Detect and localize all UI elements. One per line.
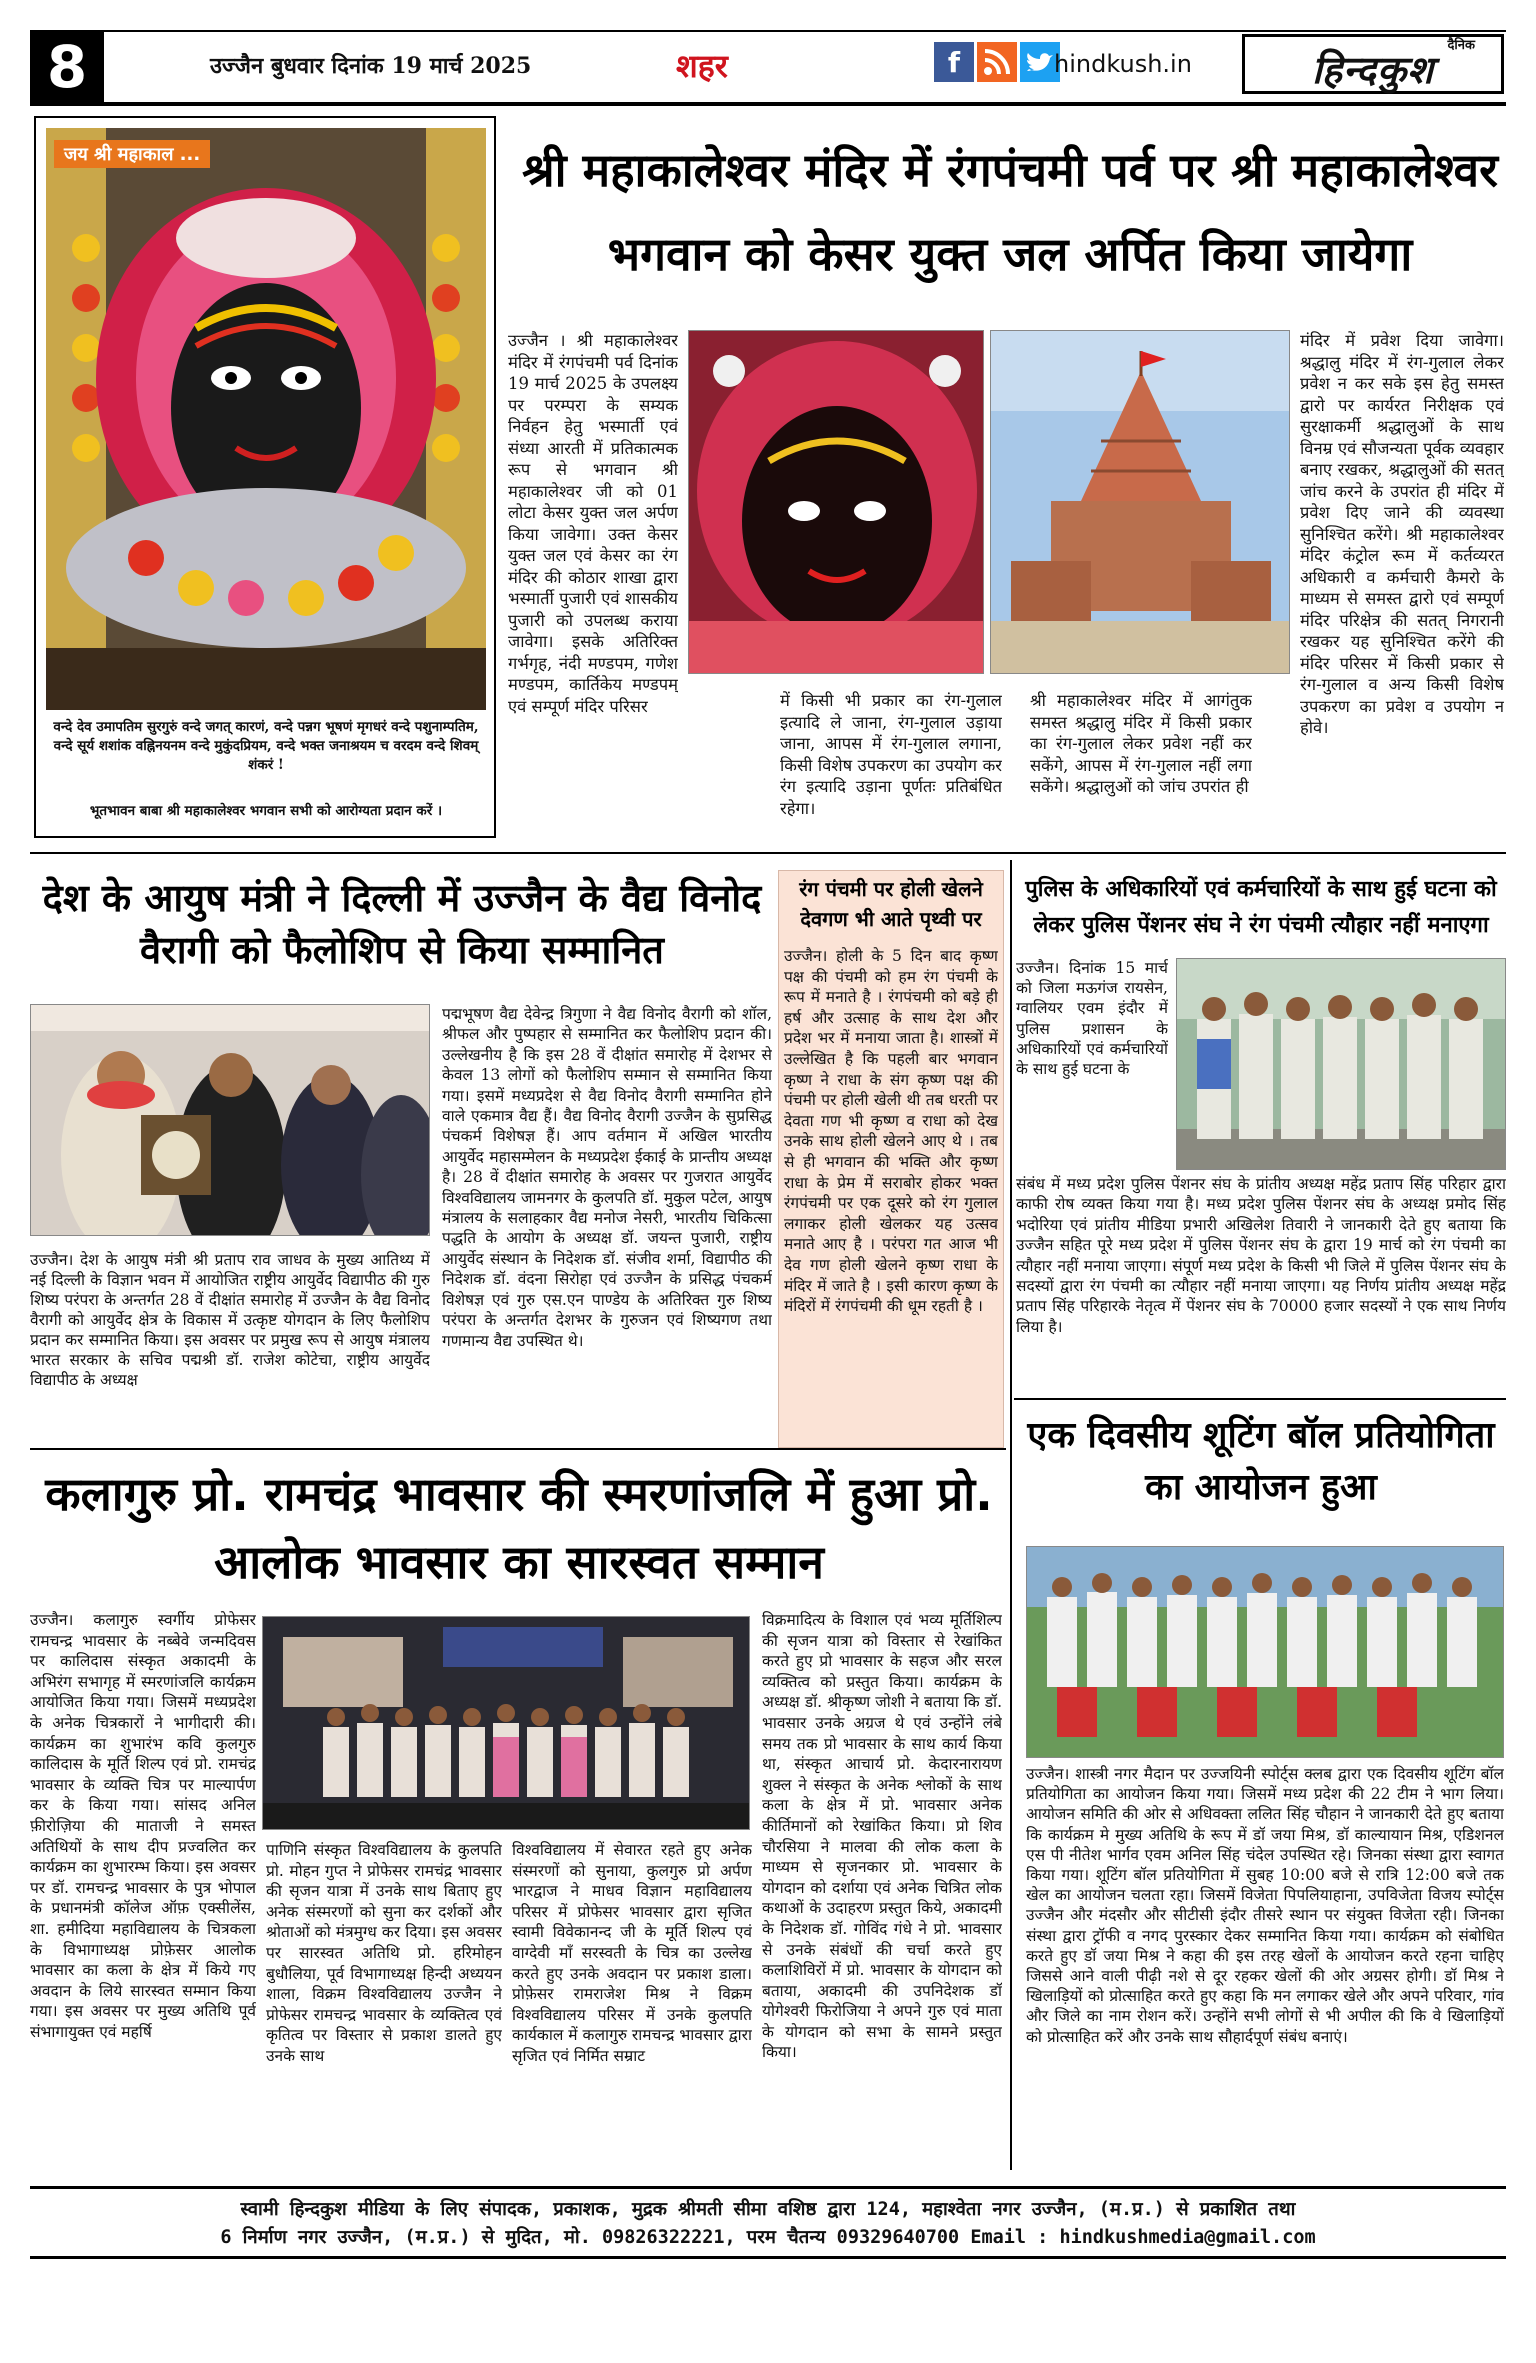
footer-rule-bottom	[30, 2256, 1506, 2259]
website[interactable]: hindkush.in	[1054, 50, 1192, 78]
footer-rule	[30, 2186, 1506, 2189]
ayush-photo	[30, 1004, 430, 1236]
shooting-photo	[1026, 1546, 1504, 1758]
kalaguru-col-2: पाणिनि संस्कृत विश्वविद्यालय के कुलपति प्रो. मोहन गुप्त ने प्रोफेसर रामचंद्र भावसार की सृजन यात्रा में उनके साथ बिताए हुए अनेक संस्मरणों को सुना कर दर्शकों और श्रोताओं को मंत्रमुग्ध कर दिया। इस अवसर पर सारस्वत अतिथि प्रो. हरिमोहन बुधौलिया, पूर्व विभागाध्यक्ष हिन्दी अध्ययन शाला, विक्रम विश्वविद्यालय उज्जैन ने प्रोफेसर रामचन्द्र भावसार के व्यक्तित्व एवं कृतित्व पर विस्तार से प्रकाश डालते हुए उनके साथ	[266, 1841, 502, 2065]
shooting-body: उज्जैन। शास्त्री नगर मैदान पर उज्जयिनी स्पोर्ट्स क्लब द्वारा एक दिवसीय शूटिंग बॉल प्रतियोगिता का आयोजन किया गया। जिसमें मध्य प्रदेश की 22 टीम ने भाग लिया। आयोजन समिति की ओर से अधिवक्ता ललित सिंह चौहान ने जानकारी देते हुए बताया कि कार्यक्रम मे मुख्य अतिथि के रूप में डॉ जया मिश्र, डॉ काल्यायान मिश्र, एडिशनल एस पी नीतेश भार्गव एवम अनिल सिंह चंदेल उपस्थित रहे। जिनका संस्था द्वारा स्वागत किया गया। शूटिंग बॉल प्रतियोगिता में सुबह 10:00 बजे से रात्रि 12:00 बजे तक खेल का आयोजन चलता रहा। जिसमें विजेता पिपलियाहाना, उपविजेता विजय स्पोर्ट्स उज्जैन और मंदसौर और सीटीसी इंदौर तीसरे स्थान पर संयुक्त विजेता रही। जिनका संस्था द्वारा ट्रॉफी व नगद पुरस्कार देकर सम्मानित किया गया। कार्यक्रम को संबोधित करते हुए डॉ जया मिश्र ने कहा की इस तरह खेलों के आयोजन करते रहना चाहिए जिससे आने वाली पीढ़ी नशे से दूर रहकर खेलों की ओर अग्रसर होगी। डॉ मिश्र ने खिलाड़ियों को प्रोत्साहित करते हुए कहा कि मन लगाकर खेले और अपने परिवार, गांव और जिले का नाम रोशन करें। उन्होंने सभी लोगों से भी अपील की कि वे खिलाड़ियों को प्रोत्साहित करें और उनके साथ सौहार्दपूर्ण संबंध बनाएं।	[1026, 1765, 1504, 2046]
paper-tag: दैनिक	[1447, 38, 1475, 53]
lead-col-2: में किसी भी प्रकार का रंग-गुलाल इत्यादि ले जाना, रंग-गुलाल उड़ाया जाना, आपस में रंग-गुलाल लगाना, किसी विशेष उपकरण का उपयोग कर रंग इत्यादि उड़ाना पूर्णतः प्रतिबंधित रहेगा।	[780, 691, 1002, 818]
kalaguru-col-4: विक्रमादित्य के विशाल एवं भव्य मूर्तिशिल्प की सृजन यात्रा को विस्तार से रेखांकित करते हुए प्रो भावसार के सहज और सरल व्यक्तित्व को प्रस्तुत किया। कार्यक्रम के अध्यक्ष डॉ. श्रीकृष्ण जोशी ने बताया कि डॉ. भावसार उनके अग्रज थे एवं उन्होंने लंबे समय तक प्रो भावसार के साथ कार्य किया था, संस्कृत आचार्य प्रो. केदारनारायण शुक्ल ने संस्कृत के अनेक श्लोकों के साथ कला के क्षेत्र में प्रो. भावसार अनेक कीर्तिमानों को रेखांकित किया। प्रो शिव चौरसिया ने मालवा की लोक कला के माध्यम से सृजनकार प्रो. भावसार के योगदान को दर्शाया एवं अनेक चित्रित लोक कथाओं के उदाहरण प्रस्तुत किये, अकादमी के निदेशक डॉ. गोविंद गंधे ने प्रो. भावसार से उनके संबंधों की चर्चा करते हुए कलाशिविरों में प्रो. भावसार के योगदान को बताया, अकादमी की उपनिदेशक डॉ योगेश्वरी फिरोजिया ने अपने गुरु एवं माता के योगदान को सभा के सामने प्रस्तुत किया।	[762, 1611, 1002, 2062]
lead-photo-shiva	[688, 330, 984, 674]
kalaguru-photo	[262, 1616, 750, 1830]
lead-col-3: श्री महाकालेश्वर मंदिर में आगंतुक समस्त श्रद्धालु मंदिर में किसी प्रकार का रंग-गुलाल लेकर प्रवेश नहीं कर सकेंगे, आपस में रंग-गुलाल नहीं लगा सकेंगे। श्रद्धालुओं को जांच उपरांत ही	[1030, 691, 1252, 796]
ayush-col-2: पद्मभूषण वैद्य देवेन्द्र त्रिगुणा ने वैद्य विनोद वैरागी को शॉल, श्रीफल और पुष्पहार से सम्मानित कर फैलोशिप प्रदान की। उल्लेखनीय है कि इस 28 वें दीक्षांत समारोह में देशभर से केवल 13 लोगों को फैलोशिप सम्मान से सम्मानित किया गया। इसमें मध्यप्रदेश से वैद्य विनोद वैरागी सम्मानित होने वाले एकमात्र वैद्य हैं। वैद्य विनोद वैरागी उज्जैन के सुप्रसिद्ध पंचकर्म विशेषज्ञ हैं। आप वर्तमान में अखिल भारतीय आयुर्वेद महासम्मेलन के मध्यप्रदेश ईकाई के प्रान्तीय अध्यक्ष है। 28 वें दीक्षांत समारोह के अवसर पर गुजरात आयुर्वेद विश्वविद्यालय जामनगर के कुलपति डॉ. मुकुल पटेल, आयुष मंत्रालय के सलाहकार वैद्य मनोज नेसरी, भारतीय चिकित्सा पद्धति के आयोग के अध्यक्ष डॉ. जयन्त पुजारी, राष्ट्रीय आयुर्वेद संस्थान के निदेशक डॉ. संजीव शर्मा, विद्यापीठ की निदेशक डॉ. वंदना सिरोहा एवं उज्जैन के प्रसिद्ध पंचकर्म विशेषज्ञ एवं गुरु एस.एन पाण्डेय के अतिरिक्त गुरु शिष्य परंपरा के अन्तर्गत देशभर के गुरुजन एवं शिष्यगण तथा गणमान्य वैद्य उपस्थित थे।	[442, 1005, 772, 1350]
lead-col-4: मंदिर में प्रवेश दिया जावेगा। श्रद्धालु मंदिर में रंग-गुलाल लेकर प्रवेश न कर सके इस हेतु समस्त द्वारो पर कार्यरत निरीक्षक एवं सुरक्षाकर्मी श्रद्धालुओं के साथ विनम्र एवं सौजन्यता पूर्वक व्यवहार बनाए रखकर, श्रद्धालुओं की सतत् जांच करने के उपरांत ही मंदिर में प्रवेश दिए जाने की व्यवस्था सुनिश्चित करेंगे। श्री महाकालेश्वर मंदिर कंट्रोल रूम में कर्तव्यरत अधिकारी व कर्मचारी कैमरो के माध्यम से समस्त द्वारो एवं सम्पूर्ण मंदिर परिक्षेत्र की सतत् निगरानी रखकर यह सुनिश्चित करेंगे की मंदिर परिसर में किसी प्रकार से रंग-गुलाल व अन्य किसी विशेष उपकरण का प्रवेश व उपयोग न होवे।	[1300, 331, 1504, 737]
facebook-icon[interactable]: f	[934, 42, 974, 82]
kalaguru-col-3: विश्वविद्यालय में सेवारत रहते हुए अनेक संस्मरणों को सुनाया, कुलगुरु प्रो अर्पण भारद्वाज ने माधव विज्ञान महाविद्यालय परिसर में प्रोफेसर भावसार द्वारा सृजित स्वामी विवेकानन्द जी के मूर्ति शिल्प एवं वाग्देवी माँ सरस्वती के चित्र का उल्लेख करते हुए उनके अवदान पर प्रकाश डाला। प्रोफ़ेसर रामराजेश मिश्र ने विक्रम विश्वविद्यालय परिसर में उनके कुलपति कार्यकाल में कलागुरु रामचन्द्र भावसार द्वारा सृजित एवं निर्मित सम्राट	[512, 1841, 752, 2065]
lead-photo-temple	[990, 330, 1290, 674]
ayush-headline: देश के आयुष मंत्री ने दिल्ली में उज्जैन के वैद्य विनोद वैरागी को फैलोशिप से किया सम्मानित	[42, 876, 762, 972]
lead-photo-caption: वन्दे देव उमापतिम सुरगुरुं वन्दे जगत् कारणं, वन्दे पन्नग भूषणं मृगधरं वन्दे पशुनाम्पतिम, वन्दे सूर्य शशांक वह्निनयनम वन्दे मुकुंदप्रियम, वन्दे भक्त जनाश्रयम च वरदम वन्दे शिवम् शंकरं !	[53, 719, 479, 773]
masthead-rule	[30, 102, 1506, 106]
section-label: शहर	[676, 47, 728, 85]
holi-body: उज्जैन। होली के 5 दिन बाद कृष्ण पक्ष की पंचमी को हम रंग पंचमी के रूप में मनाते है । रंगपंचमी को बड़े ही हर्ष और उत्साह के साथ देश और प्रदेश भर में मनाया जाता है। शास्त्रों में उल्लेखित है कि पहली बार भगवान कृष्ण ने राधा के संग कृष्ण पक्ष की पंचमी पर होली खेली थी तब धरती पर देवता गण भी कृष्ण व राधा को देख उनके साथ होली खेलने आए थे । तब से ही भगवान की भक्ति और कृष्ण राधा के प्रेम में सराबोर होकर भक्त रंगपंचमी पर एक दूसरे को रंग गुलाल लगाकर होली खेलकर यह उत्सव मनाते आए है । परंपरा गत आज भी देव गण होली खेलने कृष्ण राधा के मंदिर में जाते है । इसी कारण कृष्ण के मंदिरों में रंगपंचमी की धूम रहती है ।	[784, 947, 998, 1316]
holi-headline: रंग पंचमी पर होली खेलने देवगण भी आते पृथ्वी पर	[799, 877, 983, 931]
social-icons	[934, 42, 1060, 82]
ayush-col-1: उज्जैन। देश के आयुष मंत्री श्री प्रताप राव जाधव के मुख्य आतिथ्य में नई दिल्ली के विज्ञान भवन में आयोजित राष्ट्रीय आयुर्वेद विद्यापीठ की गुरु शिष्य परंपरा के अन्तर्गत 28 वें दीक्षांत समारोह में उज्जैन के वैद्य विनोद वैरागी को आयुर्वेद क्षेत्र के विकास में उत्कृष्ट योगदान के लिए फैलोशिप प्रदान कर सम्मानित किया। इस अवसर पर प्रमुख रूप से आयुष मंत्रालय भारत सरकार के सचिव पद्मश्री डॉ. राजेश कोटेचा, राष्ट्रीय आयुर्वेद विद्यापीठ के अध्यक्ष	[30, 1251, 430, 1389]
lead-headline: श्री महाकालेश्वर मंदिर में रंगपंचमी पर्व पर श्री महाकालेश्वर भगवान को केसर युक्त जल अर्पित किया जायेगा	[522, 143, 1498, 281]
police-headline: पुलिस के अधिकारियों एवं कर्मचारियों के साथ हुई घटना को लेकर पुलिस पेंशनर संघ ने रंग पंचमी त्यौहार नहीं मनाएगा	[1025, 877, 1497, 938]
footer-line-1: स्वामी हिन्दकुश मीडिया के लिए संपादक, प्रकाशक, मुद्रक श्रीमती सीमा वशिष्ठ द्वारा 124, महाश्वेता नगर उज्जैन, (म.प्र.) से प्रकाशित तथा	[240, 2199, 1296, 2220]
top-rule	[30, 30, 1506, 32]
photo-tag: जय श्री महाकाल ...	[54, 140, 210, 168]
rule-1	[30, 852, 1506, 854]
page-number: 8	[46, 33, 88, 101]
police-col-long: संबंध में मध्य प्रदेश पुलिस पेंशनर संघ के प्रांतीय अध्यक्ष महेंद्र प्रताप सिंह परिहार द्वारा काफी रोष व्यक्त किया गया है। मध्य प्रदेश पुलिस पेंशनर संघ के अध्यक्ष प्रमोद सिंह भदोरिया एवं प्रांतीय मीडिया प्रभारी अखिलेश तिवारी ने जानकारी देते हुए बताया कि उज्जैन सहित पूरे मध्य प्रदेश में पुलिस पेंशनर संघ के द्वारा 19 मार्च को रंग पंचमी का त्यौहार नहीं मनाया जाएगा। संपूर्ण मध्य प्रदेश के किसी भी जिले में पुलिस पेंशनर संघ के सदस्यों द्वारा रंग पंचमी का त्यौहार नहीं मनाया जाएगा। यह निर्णय प्रांतीय अध्यक्ष महेंद्र प्रताप सिंह परिहारके नेतृत्व में पेंशनर संघ के 70000 हजार सदस्यों ने एक साथ निर्णय लिया है।	[1016, 1175, 1506, 1336]
lead-photo-caption-2: भूतभावन बाबा श्री महाकालेश्वर भगवान सभी को आरोग्यता प्रदान करें ।	[89, 803, 443, 819]
dateline: उज्जैन बुधवार दिनांक 19 मार्च 2025	[210, 53, 532, 79]
col-divider	[1010, 860, 1012, 2170]
kalaguru-headline: कलागुरु प्रो. रामचंद्र भावसार की स्मरणांजलि में हुआ प्रो. आलोक भावसार का सारस्वत सम्मान	[45, 1467, 993, 1589]
lead-col-1: उज्जैन । श्री महाकालेश्वर मंदिर में रंगपंचमी पर्व दिनांक 19 मार्च 2025 के उपलक्ष्य पर परम्परा के सम्यक निर्वहन हेतु भस्मार्ती एवं संध्या आरती में प्रतिकात्मक रूप से भगवान श्री महाकालेश्वर जी को 01 लोटा केसर युक्त जल अर्पण किया जावेगा। उक्त केसर युक्त जल एवं केसर का रंग मंदिर की कोठार शाखा द्वारा भस्मार्ती पुजारी एवं शासकीय पुजारी को उपलब्ध कराया जावेगा। इसके अतिरिक्त गर्भगृह, नंदी मण्डपम, गणेश मण्डपम, कार्तिकेय मण्डपम् एवं सम्पूर्ण मंदिर परिसर	[508, 331, 678, 716]
masthead-logo	[1242, 34, 1504, 94]
police-col-short: उज्जैन। दिनांक 15 मार्च को जिला मऊगंज रायसेन, ग्वालियर एवम इंदौर में पुलिस प्रशासन के अधिकारियों एवं कर्मचारियों के साथ हुई घटना के	[1016, 959, 1168, 1079]
footer-line-2: 6 निर्माण नगर उज्जैन, (म.प्र.) से मुदित, मो. 09826322221, परम चैतन्य 09329640700 Email : hindkushmedia@gmail.com	[220, 2227, 1316, 2248]
shooting-headline: एक दिवसीय शूटिंग बॉल प्रतियोगिता का आयोजन हुआ	[1027, 1415, 1495, 1508]
rule-2	[30, 1448, 1006, 1450]
page-number-box	[30, 32, 104, 102]
kalaguru-col-1: उज्जैन। कलागुरु स्वर्गीय प्रोफेसर रामचन्द्र भावसार के नब्बेवे जन्मदिवस पर कालिदास संस्कृत अकादमी के अभिरंग सभागृह में स्मरणांजलि कार्यक्रम आयोजित किया गया। जिसमें मध्यप्रदेश के अनेक चित्रकारों ने भागीदारी की। कार्यक्रम का शुभारंभ कवि कुलगुरु कालिदास के मूर्ति शिल्प एवं प्रो. रामचंद्र भावसार के व्यक्ति चित्र पर माल्यार्पण कर के किया गया। सांसद अनिल फ़ीरोज़िया की माताजी ने समस्त अतिथियों के साथ दीप प्रज्वलित कर कार्यक्रम का शुभारम्भ किया। इस अवसर पर डॉ. रामचन्द्र भावसार के पुत्र भोपाल के प्रधानमंत्री कॉलेज ऑफ़ एक्सीलेंस, शा. हमीदिया महाविद्यालय के चित्रकला के विभागाध्यक्ष प्रोफ़ेसर आलोक भावसार का कला के क्षेत्र में किये गए अवदान के लिये सारस्वत सम्मान किया गया। इस अवसर पर मुख्य अतिथि पूर्व संभागायुक्त एवं महर्षि	[30, 1611, 256, 2041]
lead-photo-panel	[34, 116, 496, 838]
police-photo	[1176, 958, 1506, 1170]
rss-icon[interactable]	[977, 42, 1017, 82]
lead-photo	[46, 128, 486, 710]
paper-name: हिन्दकुश	[1312, 48, 1434, 92]
rule-police	[1014, 1398, 1506, 1400]
